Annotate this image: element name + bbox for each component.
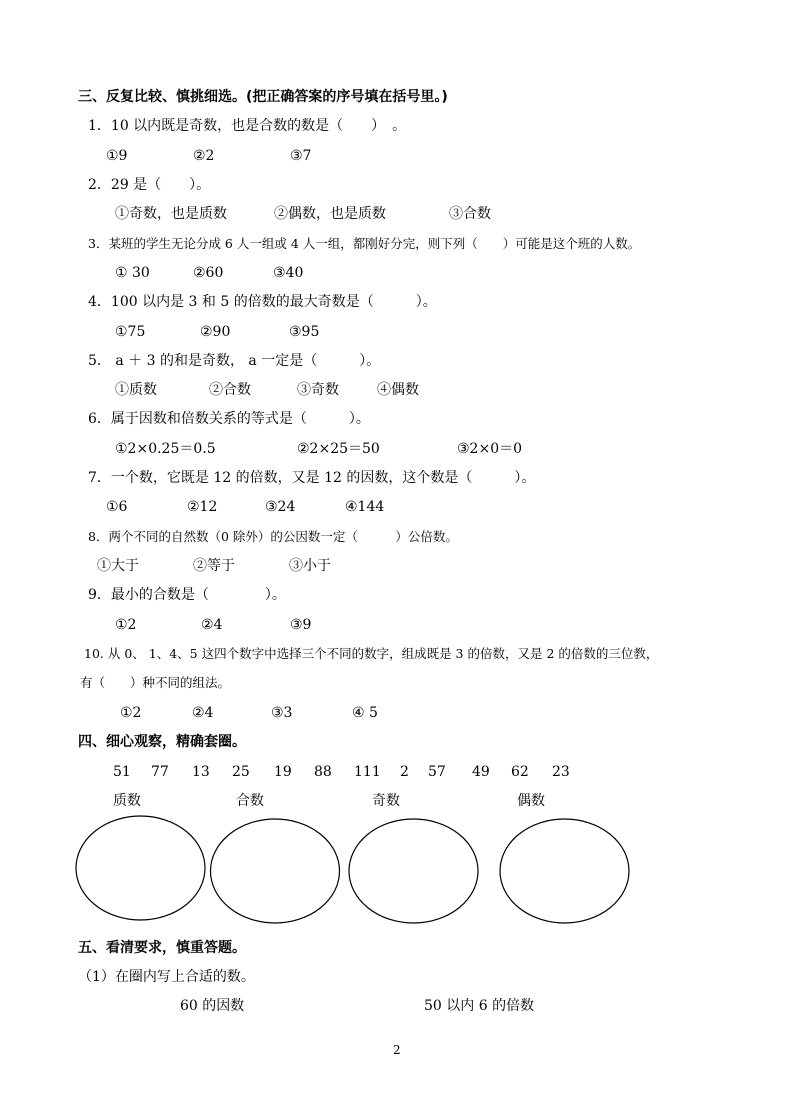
q7-option-3: ③24 bbox=[265, 499, 296, 515]
q4-option-3: ③95 bbox=[289, 324, 320, 340]
number-item: 25 bbox=[232, 764, 250, 780]
q3-option-3: ③40 bbox=[273, 265, 304, 281]
q7-option-4: ④144 bbox=[345, 499, 385, 515]
q2-option-1: ①奇数，也是质数 bbox=[115, 206, 227, 222]
circle-label-composite: 合数 bbox=[236, 793, 264, 809]
question-1: 1．10 以内既是奇数，也是合数的数是（ ） 。 bbox=[88, 118, 407, 134]
number-item: 2 bbox=[400, 764, 409, 780]
q2-option-2: ②偶数，也是质数 bbox=[274, 206, 386, 222]
q5-option-4: ④偶数 bbox=[377, 382, 419, 398]
q1-option-1: ①9 bbox=[106, 148, 128, 164]
q9-option-2: ②4 bbox=[201, 617, 223, 633]
label-factors-of-60: 60 的因数 bbox=[180, 998, 245, 1014]
q7-option-2: ②12 bbox=[187, 499, 218, 515]
q5-option-1: ①质数 bbox=[115, 382, 157, 398]
question-2: 2．29 是（ ）。 bbox=[88, 177, 211, 193]
section5-heading: 五、看清要求，慎重答题。 bbox=[78, 940, 246, 956]
q10-option-2: ②4 bbox=[192, 705, 214, 721]
q5-option-3: ③奇数 bbox=[297, 382, 339, 398]
q1-option-2: ②2 bbox=[193, 148, 215, 164]
q8-option-2: ②等于 bbox=[193, 558, 235, 574]
question-9: 9．最小的合数是（ ）。 bbox=[88, 587, 286, 603]
question-7: 7．一个数，它既是 12 的倍数，又是 12 的因数，这个数是（ ）。 bbox=[88, 470, 536, 486]
q9-option-3: ③9 bbox=[290, 617, 312, 633]
label-multiples-of-6: 50 以内 6 的倍数 bbox=[424, 998, 535, 1014]
prime-circle[interactable] bbox=[76, 816, 205, 920]
number-item: 57 bbox=[428, 764, 446, 780]
number-item: 111 bbox=[354, 764, 381, 780]
circle-label-even: 偶数 bbox=[517, 793, 545, 809]
number-item: 49 bbox=[472, 764, 490, 780]
question-4: 4．100 以内是 3 和 5 的倍数的最大奇数是（ ）。 bbox=[88, 294, 437, 310]
q4-option-2: ②90 bbox=[200, 324, 231, 340]
circle-label-odd: 奇数 bbox=[372, 793, 400, 809]
question-10: 10. 从 0、 1、4、5 这四个数字中选择三个不同的数字，组成既是 3 的倍数，又是 2 的倍数的三位教， bbox=[84, 646, 659, 661]
q4-option-1: ①75 bbox=[115, 324, 146, 340]
q8-option-3: ③小于 bbox=[289, 558, 331, 574]
page-number: 2 bbox=[393, 1043, 401, 1057]
q10-option-4: ④ 5 bbox=[352, 705, 378, 721]
q7-option-1: ①6 bbox=[106, 499, 128, 515]
odd-circle[interactable] bbox=[349, 819, 478, 923]
number-item: 62 bbox=[511, 764, 529, 780]
q10-option-3: ③3 bbox=[271, 705, 293, 721]
q6-option-3: ③2×0＝0 bbox=[457, 441, 523, 457]
q8-option-1: ①大于 bbox=[97, 558, 139, 574]
q10-option-1: ①2 bbox=[120, 705, 142, 721]
q1-option-3: ③7 bbox=[290, 148, 312, 164]
number-item: 77 bbox=[151, 764, 169, 780]
q2-option-3: ③合数 bbox=[449, 206, 491, 222]
q3-option-2: ②60 bbox=[193, 265, 224, 281]
number-item: 51 bbox=[113, 764, 131, 780]
composite-circle[interactable] bbox=[211, 819, 340, 923]
question-8: 8．两个不同的自然数（0 除外）的公因数一定（ ）公倍数。 bbox=[88, 529, 458, 544]
section4-heading: 四、细心观察，精确套圈。 bbox=[78, 734, 246, 750]
section3-heading: 三、反复比较、慎挑细选。(把正确答案的序号填在括号里。) bbox=[78, 89, 448, 105]
even-circle[interactable] bbox=[500, 819, 629, 923]
question-6: 6．属于因数和倍数关系的等式是（ ）。 bbox=[88, 411, 370, 427]
q9-option-1: ①2 bbox=[115, 617, 137, 633]
section5-sub1: （1）在圈内写上合适的数。 bbox=[78, 969, 255, 985]
number-item: 13 bbox=[192, 764, 210, 780]
circle-label-prime: 质数 bbox=[113, 793, 141, 809]
q5-option-2: ②合数 bbox=[209, 382, 251, 398]
q3-option-1: ① 30 bbox=[115, 265, 150, 281]
q6-option-1: ①2×0.25＝0.5 bbox=[115, 441, 216, 457]
q6-option-2: ②2×25＝50 bbox=[297, 441, 380, 457]
question-10-cont: 有（ ）种不同的组法。 bbox=[80, 675, 231, 690]
question-3: 3．某班的学生无论分成 6 人一组或 4 人一组，都刚好分完，则下列（ ）可能是这个班的人数。 bbox=[88, 236, 641, 251]
question-5: 5． a ＋ 3 的和是奇数， a 一定是（ ）。 bbox=[88, 353, 381, 369]
number-item: 88 bbox=[314, 764, 332, 780]
number-item: 23 bbox=[552, 764, 570, 780]
number-item: 19 bbox=[274, 764, 292, 780]
